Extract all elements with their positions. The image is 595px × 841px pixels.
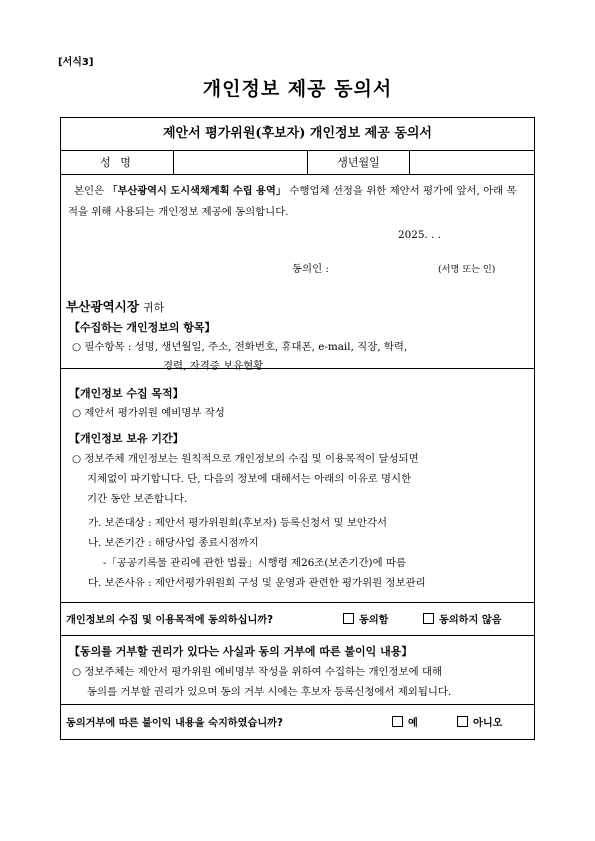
retention-line3: 기간 동안 보존합니다. <box>87 493 188 505</box>
retention-item-period: 나. 보존기간 : 해당사업 종료시점까지 <box>88 537 259 549</box>
consent-form-table <box>60 117 535 740</box>
consent-paragraph: 본인은 「부산광역시 도시색채계획 수립 용역」 수행업체 선정을 위한 제안서 평가에 앞서, 아래 목적을 위해 사용되는 개인정보 제공에 동의합니다. <box>68 185 517 218</box>
consent-question: 개인정보의 수집 및 이용목적에 동의하십니까? <box>66 615 274 626</box>
yes-option[interactable]: 예 <box>392 714 418 729</box>
retention-item-target: 가. 보존대상 : 제안서 평가위원회(후보자) 등록신청서 및 보안각서 <box>88 517 387 529</box>
agree-checkbox[interactable] <box>343 613 354 624</box>
no-checkbox[interactable] <box>457 716 468 727</box>
consent-date: 2025. . . <box>398 229 441 241</box>
collected-items-line2: 경력, 자격증 보유현황 <box>163 360 264 372</box>
purpose-line: ○ 제안서 평가위원 예비명부 작성 <box>72 407 225 419</box>
refusal-line2: 동의를 거부할 권리가 있으며 동의 거부 시에는 후보자 등록신청에서 제외됩니다. <box>87 686 452 698</box>
retention-item-reason: 다. 보존사유 : 제안서평가위원회 구성 및 운영과 관련한 평가위원 정보관리 <box>88 577 426 589</box>
acknowledge-question-row <box>61 704 534 739</box>
disagree-option[interactable]: 동의하지 않음 <box>423 611 502 626</box>
name-label: 성 명 <box>61 151 174 174</box>
privacy-info-block <box>61 313 534 603</box>
refusal-line1: ○ 정보주체는 제안서 평가위원 예비명부 작성을 위하여 수집하는 개인정보에 대해 <box>72 666 443 678</box>
retention-line2: 지체없이 파기합니다. 단, 다음의 정보에 대해서는 아래의 이유로 명시한 <box>87 473 412 485</box>
form-number: [서식3] <box>58 57 94 68</box>
retention-line1: ○ 정보주체 개인정보는 원칙적으로 개인정보의 수집 및 이용목적이 달성되면 <box>72 453 419 465</box>
collected-items-line1: ○ 필수항목 : 성명, 생년월일, 주소, 전화번호, 휴대폰, e-mail, 직장, 학력, <box>72 341 408 353</box>
refusal-header: 【동의를 거부할 권리가 있다는 사실과 동의 거부에 따른 불이익 내용】 <box>69 645 413 658</box>
birthdate-field[interactable] <box>410 151 534 174</box>
purpose-header: 【개인정보 수집 목적】 <box>69 387 184 400</box>
agreer-label: 동의인 : <box>292 263 329 275</box>
yes-checkbox[interactable] <box>392 716 403 727</box>
consent-question-row <box>61 602 534 636</box>
no-option[interactable]: 아니오 <box>457 714 503 729</box>
name-field[interactable] <box>174 151 308 174</box>
table-title: 제안서 평가위원(후보자) 개인정보 제공 동의서 <box>61 118 534 151</box>
retention-header: 【개인정보 보유 기간】 <box>69 432 184 445</box>
collected-items-header: 【수집하는 개인정보의 항목】 <box>69 321 216 334</box>
signature-note: (서명 또는 인) <box>438 264 496 275</box>
agreer-line <box>292 260 496 275</box>
recipient-name: 부산광역시장 <box>66 299 139 314</box>
agree-option[interactable]: 동의함 <box>343 611 389 626</box>
project-name: 「부산광역시 도시색채계획 수립 용역」 <box>107 186 287 197</box>
birthdate-label: 생년월일 <box>308 151 410 174</box>
retention-item-law: -「공공기록물 관리에 관한 법률」시행령 제26조(보존기간)에 따름 <box>103 557 407 569</box>
document-title: 개인정보 제공 동의서 <box>202 78 393 100</box>
recipient-honorific: 귀하 <box>143 301 165 314</box>
acknowledge-question: 동의거부에 따른 불이익 내용을 숙지하였습니까? <box>66 718 283 729</box>
disagree-checkbox[interactable] <box>423 613 434 624</box>
refusal-rights-block <box>61 637 534 705</box>
personal-info-row <box>61 151 534 175</box>
